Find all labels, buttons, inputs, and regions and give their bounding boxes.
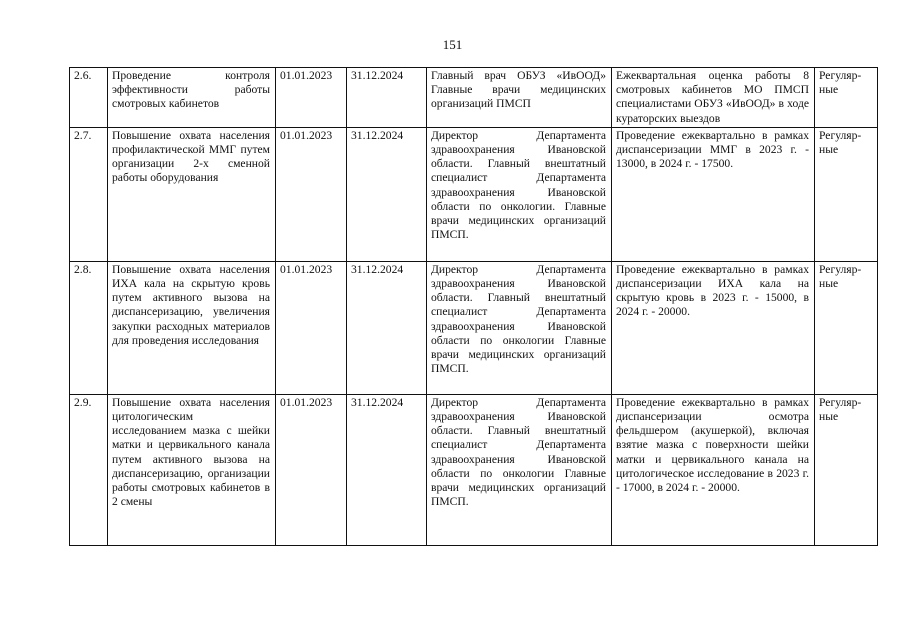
expected-result: Проведение ежеквартально в рамках диспансеризации ММГ в 2023 г. - 13000, в 2024 г. - 17500. bbox=[612, 127, 815, 261]
table-row bbox=[70, 261, 878, 394]
row-number: 2.7. bbox=[70, 127, 108, 261]
responsible: Главный врач ОБУЗ «ИвООД» Главные врачи медицинских организаций ПМСП bbox=[427, 68, 612, 128]
start-date: 01.01.2023 bbox=[276, 68, 347, 128]
row-number: 2.9. bbox=[70, 394, 108, 545]
responsible: Директор Департамента здравоохранения Ивановской области. Главный внештатный специалист Департамента здравоохранения Ивановской области по онкологии. Главные врачи медицинских организаций ПМСП. bbox=[427, 127, 612, 261]
row-number: 2.8. bbox=[70, 261, 108, 394]
end-date: 31.12.2024 bbox=[347, 127, 427, 261]
responsible: Директор Департамента здравоохранения Ивановской области. Главный внештатный специалист Департамента здравоохранения Ивановской области по онкологии Главные врачи медицинских организаций ПМСП. bbox=[427, 394, 612, 545]
table-row bbox=[70, 127, 878, 261]
table-row bbox=[70, 394, 878, 545]
frequency: Регуляр-ные bbox=[815, 68, 878, 128]
frequency: Регуляр-ные bbox=[815, 394, 878, 545]
start-date: 01.01.2023 bbox=[276, 394, 347, 545]
event-name: Проведение контроля эффективности работы смотровых кабинетов bbox=[108, 68, 276, 128]
end-date: 31.12.2024 bbox=[347, 261, 427, 394]
event-name: Повышение охвата населения цитологическим исследованием мазка с шейки матки и цервикального канала путем активного вызова на диспансеризацию, организации работы смотровых кабинетов в 2 смены bbox=[108, 394, 276, 545]
expected-result: Проведение ежеквартально в рамках диспансеризации осмотра фельдшером (акушеркой), включая взятие мазка с поверхности шейки матки и цервикального канала на цитологическое исследование в 2023 г. - 17000, в 2024 г. - 20000. bbox=[612, 394, 815, 545]
frequency: Регуляр-ные bbox=[815, 127, 878, 261]
measures-table bbox=[69, 67, 878, 546]
event-name: Повышение охвата населения профилактической ММГ путем организации 2-х сменной работы оборудования bbox=[108, 127, 276, 261]
expected-result: Ежеквартальная оценка работы 8 смотровых кабинетов МО ПМСП специалистами ОБУЗ «ИвООД» в ходе кураторских выездов bbox=[612, 68, 815, 128]
page-number: 151 bbox=[442, 37, 463, 52]
start-date: 01.01.2023 bbox=[276, 261, 347, 394]
table-row bbox=[70, 68, 878, 128]
row-number: 2.6. bbox=[70, 68, 108, 128]
event-name: Повышение охвата населения ИХА кала на скрытую кровь путем активного вызова на диспансеризацию, увеличения закупки расходных материалов для проведения исследования bbox=[108, 261, 276, 394]
responsible: Директор Департамента здравоохранения Ивановской области. Главный внештатный специалист Департамента здравоохранения Ивановской области по онкологии Главные врачи медицинских организаций ПМСП. bbox=[427, 261, 612, 394]
end-date: 31.12.2024 bbox=[347, 394, 427, 545]
start-date: 01.01.2023 bbox=[276, 127, 347, 261]
end-date: 31.12.2024 bbox=[347, 68, 427, 128]
expected-result: Проведение ежеквартально в рамках диспансеризации ИХА кала на скрытую кровь в 2023 г. - 15000, в 2024 г. - 20000. bbox=[612, 261, 815, 394]
frequency: Регуляр-ные bbox=[815, 261, 878, 394]
